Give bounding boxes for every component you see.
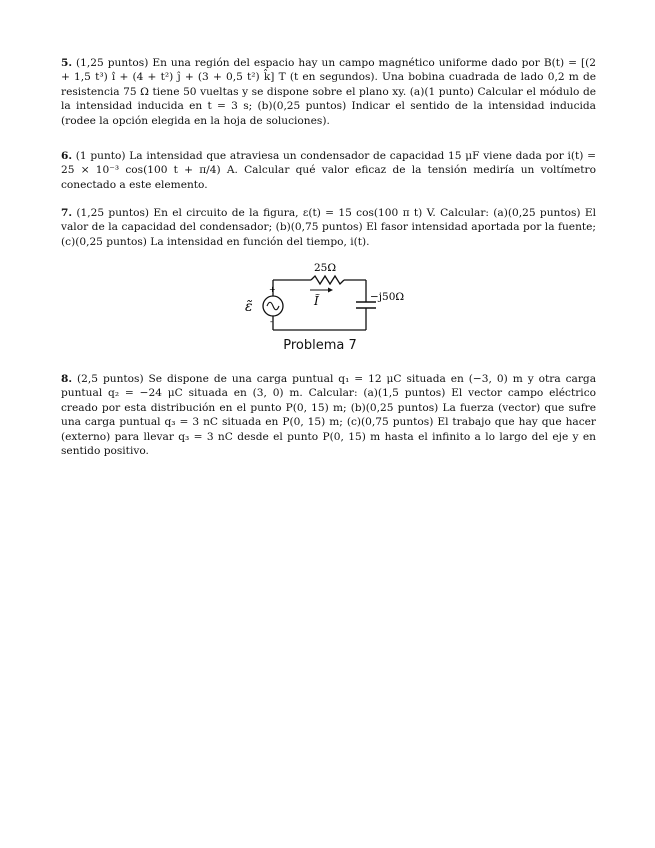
source-polarity-minus: - — [270, 317, 273, 326]
sine-wave-icon — [267, 302, 279, 310]
current-label: Ĩ — [314, 294, 319, 308]
problem-text: (1,25 puntos) En una región del espacio hay un campo magnético uniforme dado por B(t) = [(2 + 1,5 t³) î + (4 + t²) ĵ + (3 + 0,5 t²) k̂] T (t en segundos). Una bobina cuadrada de lado 0,2 m de resistencia 75 Ω tiene 50 vueltas y se dispone sobre el plano xy. (a)(1 punto) Calcular el módulo de la intensidad inducida en t = 3 s; (b)(0,25 puntos) Indicar el sentido de la intensidad inducida (rodee la opción elegida en la hoja de soluciones). — [61, 57, 596, 127]
current-arrow-head-icon — [328, 288, 333, 293]
problem-text: (2,5 puntos) Se dispone de una carga puntual q₁ = 12 μC situada en (−3, 0) m y otra carga puntual q₂ = −24 μC situada en (3, 0) m. Calcular: (a)(1,5 puntos) El vector campo eléctrico creado por esta distribución en el punto P(0, 15) m; (b)(0,25 puntos) La fuerza (vector) que sufre una carga puntual q₃ = 3 nC situada en P(0, 15) m; (c)(0,75 puntos) El trabajo que hay que hacer (externo) para llevar q₃ = 3 nC desde el punto P(0, 15) m hasta el infinito a lo largo del eje y en sentido positivo. — [61, 373, 597, 458]
problem-7 — [61, 206, 596, 249]
problem-number: 8. — [61, 373, 73, 385]
resistor — [311, 276, 344, 284]
capacitor-label: −j50Ω — [370, 291, 405, 303]
problem-number: 7. — [61, 207, 73, 219]
problem-number: 6. — [61, 150, 73, 162]
source-label: ε̃ — [245, 299, 253, 315]
problem-5 — [61, 56, 596, 128]
problem-number: 5. — [61, 57, 73, 69]
problem-text: (1,25 puntos) En el circuito de la figura, ε(t) = 15 cos(100 π t) V. Calcular: (a)(0,25 puntos) El valor de la capacidad del condensador; (b)(0,75 puntos) El fasor intensidad aportada por la fuente; (c)(0,25 puntos) La intensidad en función del tiempo, i(t). — [61, 207, 596, 248]
problem-8 — [61, 372, 596, 458]
source-polarity-plus: + — [269, 285, 276, 294]
problem-text: (1 punto) La intensidad que atraviesa un condensador de capacidad 15 μF viene dada por i(t) = 25 × 10⁻³ cos(100 t + π/4) A. Calcular qué valor eficaz de la tensión mediría un voltímetro conectado a este elemento. — [61, 150, 596, 191]
resistor-label: 25Ω — [314, 262, 337, 274]
problem-6 — [61, 149, 596, 192]
figure-caption: Problema 7 — [283, 338, 357, 353]
